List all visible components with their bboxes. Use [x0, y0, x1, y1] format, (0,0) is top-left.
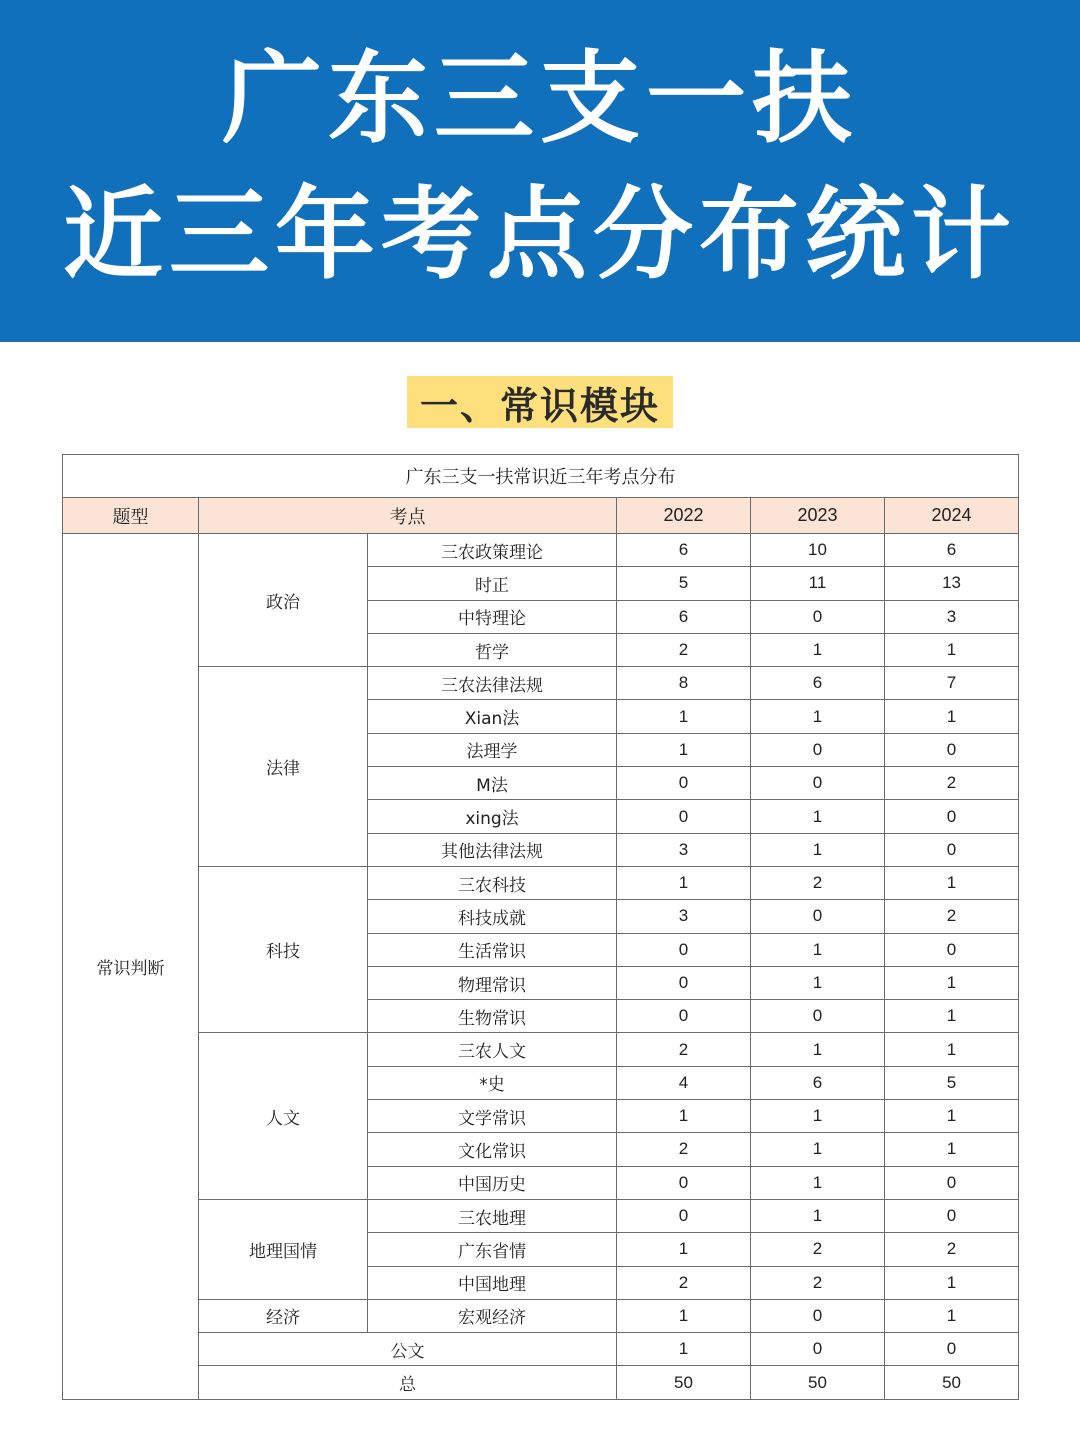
- point-cell: 中特理论: [368, 600, 617, 633]
- value-2023: 11: [751, 567, 885, 600]
- value-2023: 0: [751, 1299, 885, 1332]
- point-cell: 三农人文: [368, 1033, 617, 1066]
- value-2022: 1: [617, 866, 751, 899]
- point-cell: 法理学: [368, 733, 617, 766]
- value-2024: 1: [885, 1033, 1019, 1066]
- exam-points-table: [62, 454, 1019, 1400]
- value-2022: 0: [617, 933, 751, 966]
- value-2022: 0: [617, 1166, 751, 1199]
- value-2022: 1: [617, 733, 751, 766]
- value-2022: 3: [617, 833, 751, 866]
- value-2023: 1: [751, 633, 885, 666]
- point-cell: 三农地理: [368, 1199, 617, 1232]
- value-2023: 10: [751, 534, 885, 567]
- value-2023: 1: [751, 1166, 885, 1199]
- value-2023: 1: [751, 800, 885, 833]
- point-cell: 三农政策理论: [368, 534, 617, 567]
- value-2022: 2: [617, 1266, 751, 1299]
- table-row: [63, 1199, 1019, 1232]
- banner-title-line2: 近三年考点分布统计: [63, 176, 1017, 293]
- value-2022: 1: [617, 700, 751, 733]
- point-cell: Xian法: [368, 700, 617, 733]
- point-cell: 其他法律法规: [368, 833, 617, 866]
- value-2022: 2: [617, 1033, 751, 1066]
- title-banner: [0, 0, 1080, 342]
- section-heading: 一、常识模块: [407, 376, 673, 428]
- value-2022: 5: [617, 567, 751, 600]
- value-2024: 1: [885, 1299, 1019, 1332]
- value-2024: 1: [885, 633, 1019, 666]
- header-2024: 2024: [885, 498, 1019, 534]
- point-cell: xing法: [368, 800, 617, 833]
- point-cell: M法: [368, 767, 617, 800]
- value-2022: 1: [617, 1100, 751, 1133]
- point-cell: 生物常识: [368, 1000, 617, 1033]
- value-2022: 2: [617, 633, 751, 666]
- group-humanities: 人文: [199, 1033, 368, 1199]
- total-2023: 50: [751, 1366, 885, 1399]
- value-2022: 3: [617, 900, 751, 933]
- value-2023: 0: [751, 900, 885, 933]
- value-2022: 0: [617, 966, 751, 999]
- header-2023: 2023: [751, 498, 885, 534]
- value-2024: 7: [885, 667, 1019, 700]
- table-row: [63, 667, 1019, 700]
- value-2023: 1: [751, 700, 885, 733]
- value-2022: 0: [617, 767, 751, 800]
- table-header-row: [63, 498, 1019, 534]
- value-2024: 1: [885, 1100, 1019, 1133]
- table-row: [63, 866, 1019, 899]
- group-tech: 科技: [199, 866, 368, 1032]
- value-2023: 1: [751, 1133, 885, 1166]
- value-2024: 1: [885, 1266, 1019, 1299]
- point-cell: 宏观经济: [368, 1299, 617, 1332]
- value-2023: 0: [751, 1333, 885, 1366]
- table-row-total: [63, 1366, 1019, 1399]
- value-2022: 8: [617, 667, 751, 700]
- official-doc-label: 公文: [199, 1333, 617, 1366]
- group-geography: 地理国情: [199, 1199, 368, 1299]
- value-2024: 0: [885, 833, 1019, 866]
- value-2024: 1: [885, 700, 1019, 733]
- value-2024: 6: [885, 534, 1019, 567]
- value-2024: 0: [885, 733, 1019, 766]
- value-2022: 1: [617, 1299, 751, 1332]
- header-type: 题型: [63, 498, 199, 534]
- value-2023: 2: [751, 1266, 885, 1299]
- value-2022: 0: [617, 800, 751, 833]
- value-2023: 0: [751, 733, 885, 766]
- point-cell: 文化常识: [368, 1133, 617, 1166]
- value-2024: 1: [885, 1000, 1019, 1033]
- point-cell: 生活常识: [368, 933, 617, 966]
- header-2022: 2022: [617, 498, 751, 534]
- value-2023: 2: [751, 1233, 885, 1266]
- table-row: [63, 1033, 1019, 1066]
- value-2022: 6: [617, 534, 751, 567]
- value-2023: 0: [751, 600, 885, 633]
- value-2022: 2: [617, 1133, 751, 1166]
- value-2023: 6: [751, 667, 885, 700]
- value-2024: 2: [885, 767, 1019, 800]
- table-caption: 广东三支一扶常识近三年考点分布: [63, 455, 1019, 498]
- value-2024: 2: [885, 1233, 1019, 1266]
- value-2022: 1: [617, 1233, 751, 1266]
- table-row: [63, 534, 1019, 567]
- total-2022: 50: [617, 1366, 751, 1399]
- group-law: 法律: [199, 667, 368, 867]
- total-label: 总: [199, 1366, 617, 1399]
- point-cell: 广东省情: [368, 1233, 617, 1266]
- point-cell: 中国地理: [368, 1266, 617, 1299]
- total-2024: 50: [885, 1366, 1019, 1399]
- value-2022: 1: [617, 1333, 751, 1366]
- point-cell: 哲学: [368, 633, 617, 666]
- value-2024: 1: [885, 966, 1019, 999]
- table-caption-row: [63, 455, 1019, 498]
- point-cell: 时正: [368, 567, 617, 600]
- group-politics: 政治: [199, 534, 368, 667]
- value-2024: 5: [885, 1066, 1019, 1099]
- value-2024: 0: [885, 1199, 1019, 1232]
- banner-title-line1: 广东三支一扶: [222, 40, 858, 157]
- value-2023: 2: [751, 866, 885, 899]
- value-2024: 0: [885, 933, 1019, 966]
- value-2022: 6: [617, 600, 751, 633]
- point-cell: 文学常识: [368, 1100, 617, 1133]
- value-2023: 0: [751, 767, 885, 800]
- table-row: [63, 1299, 1019, 1332]
- value-2022: 4: [617, 1066, 751, 1099]
- value-2024: 13: [885, 567, 1019, 600]
- point-cell: 中国历史: [368, 1166, 617, 1199]
- value-2024: 0: [885, 800, 1019, 833]
- value-2023: 1: [751, 1199, 885, 1232]
- group-economy: 经济: [199, 1299, 368, 1332]
- value-2023: 1: [751, 1100, 885, 1133]
- value-2023: 0: [751, 1000, 885, 1033]
- value-2023: 1: [751, 933, 885, 966]
- value-2024: 2: [885, 900, 1019, 933]
- point-cell: *史: [368, 1066, 617, 1099]
- header-point: 考点: [199, 498, 617, 534]
- table-row-official-doc: [63, 1333, 1019, 1366]
- value-2023: 1: [751, 1033, 885, 1066]
- value-2024: 0: [885, 1333, 1019, 1366]
- value-2023: 6: [751, 1066, 885, 1099]
- point-cell: 科技成就: [368, 900, 617, 933]
- point-cell: 三农科技: [368, 866, 617, 899]
- point-cell: 物理常识: [368, 966, 617, 999]
- value-2023: 1: [751, 833, 885, 866]
- value-2022: 0: [617, 1199, 751, 1232]
- main-type-cell: 常识判断: [63, 534, 199, 1400]
- point-cell: 三农法律法规: [368, 667, 617, 700]
- value-2023: 1: [751, 966, 885, 999]
- value-2024: 0: [885, 1166, 1019, 1199]
- value-2024: 1: [885, 866, 1019, 899]
- value-2024: 1: [885, 1133, 1019, 1166]
- value-2024: 3: [885, 600, 1019, 633]
- value-2022: 0: [617, 1000, 751, 1033]
